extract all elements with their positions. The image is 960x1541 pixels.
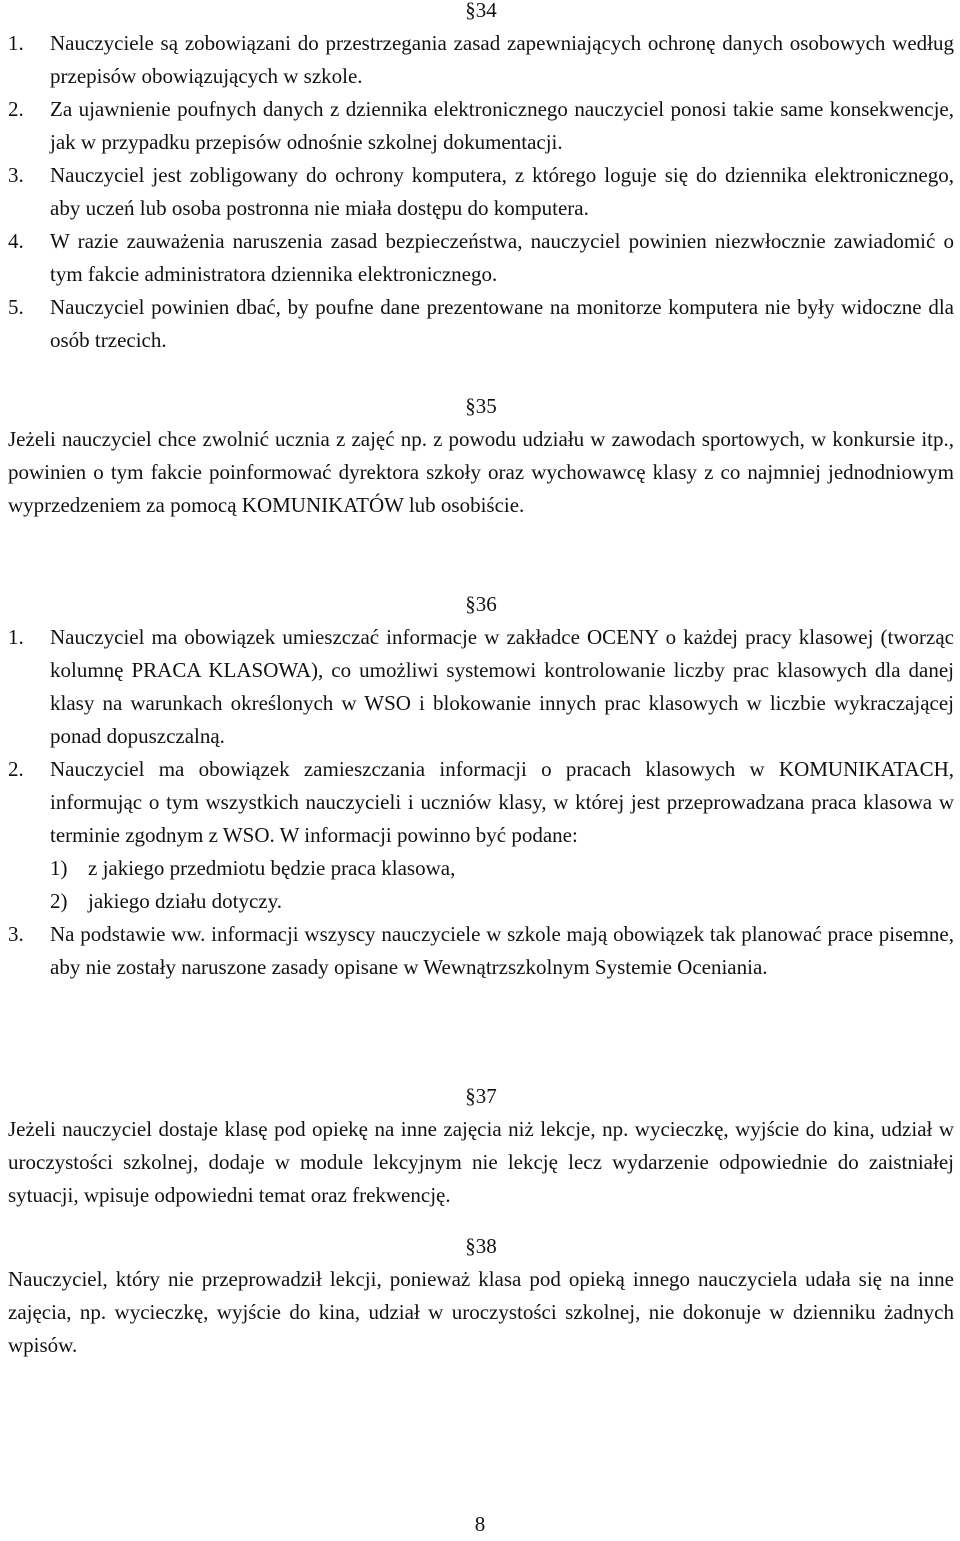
item-text: Nauczyciel powinien dbać, by poufne dane prezentowane na monitorze komputera nie były widoczne dla osób trzecich. bbox=[50, 295, 954, 352]
section-36 bbox=[8, 588, 954, 984]
item-number: 5. bbox=[8, 295, 24, 319]
list-item bbox=[8, 753, 954, 852]
list-item bbox=[8, 27, 954, 93]
section-heading: §38 bbox=[465, 1234, 497, 1258]
sub-item-number: 1) bbox=[50, 856, 68, 880]
list-item bbox=[8, 93, 954, 159]
item-number: 2. bbox=[8, 97, 24, 121]
item-number: 1. bbox=[8, 31, 24, 55]
section-38 bbox=[8, 1230, 954, 1362]
sub-list-item bbox=[50, 852, 954, 885]
list-item bbox=[8, 159, 954, 225]
item-text: Nauczyciel ma obowiązek zamieszczania informacji o pracach klasowych w KOMUNIKATACH, informując o tym wszystkich nauczycieli i uczniów klasy, w której jest przeprowadzana praca klasowa w terminie zgodnym z WSO. W informacji powinno być podane: bbox=[50, 757, 954, 847]
paragraph: Jeżeli nauczyciel dostaje klasę pod opiekę na inne zajęcia niż lekcje, np. wycieczkę, wyjście do kina, udział w uroczystości szkolnej, dodaje w module lekcyjnym nie lekcję lecz wydarzenie odpowiednie do zaistniałej sytuacji, wpisuje odpowiedni temat oraz frekwencję. bbox=[8, 1117, 954, 1207]
section-37 bbox=[8, 1080, 954, 1212]
paragraph: Nauczyciel, który nie przeprowadził lekcji, ponieważ klasa pod opieką innego nauczyciela udała się na inne zajęcia, np. wycieczkę, wyjście do kina, udział w uroczystości szkolnej, nie dokonuje w dzienniku żadnych wpisów. bbox=[8, 1267, 954, 1357]
sub-item-text: z jakiego przedmiotu będzie praca klasowa, bbox=[88, 856, 456, 880]
list-item bbox=[8, 291, 954, 357]
item-text: W razie zauważenia naruszenia zasad bezpieczeństwa, nauczyciel powinien niezwłocznie zawiadomić o tym fakcie administratora dziennika elektronicznego. bbox=[50, 229, 954, 286]
item-text: Nauczyciele są zobowiązani do przestrzegania zasad zapewniających ochronę danych osobowych według przepisów obowiązujących w szkole. bbox=[50, 31, 954, 88]
paragraph: Jeżeli nauczyciel chce zwolnić ucznia z zajęć np. z powodu udziału w zawodach sportowych, w konkursie itp., powinien o tym fakcie poinformować dyrektora szkoły oraz wychowawcę klasy z co najmniej jednodniowym wyprzedzeniem za pomocą KOMUNIKATÓW lub osobiście. bbox=[8, 427, 954, 517]
section-heading: §36 bbox=[465, 592, 497, 616]
item-number: 3. bbox=[8, 922, 24, 946]
section-heading: §37 bbox=[465, 1084, 497, 1108]
sub-list-item bbox=[50, 885, 954, 918]
sub-item-text: jakiego działu dotyczy. bbox=[88, 889, 282, 913]
item-number: 2. bbox=[8, 757, 24, 781]
item-text: Nauczyciel jest zobligowany do ochrony komputera, z którego loguje się do dziennika elektronicznego, aby uczeń lub osoba postronna nie miała dostępu do komputera. bbox=[50, 163, 954, 220]
item-number: 1. bbox=[8, 625, 24, 649]
list-item bbox=[8, 225, 954, 291]
item-number: 3. bbox=[8, 163, 24, 187]
item-text: Na podstawie ww. informacji wszyscy nauczyciele w szkole mają obowiązek tak planować prace pisemne, aby nie zostały naruszone zasady opisane w Wewnątrzszkolnym Systemie Oceniania. bbox=[50, 922, 954, 979]
item-text: Nauczyciel ma obowiązek umieszczać informacje w zakładce OCENY o każdej pracy klasowej (tworząc kolumnę PRACA KLASOWA), co umożliwi systemowi kontrolowanie liczby prac klasowych dla danej klasy na warunkach określonych w WSO i blokowanie innych prac klasowych w liczbie wykraczającej ponad dopuszczalną. bbox=[50, 625, 954, 748]
section-heading: §34 bbox=[465, 0, 497, 22]
list-item bbox=[8, 621, 954, 753]
sub-item-number: 2) bbox=[50, 889, 68, 913]
item-text: Za ujawnienie poufnych danych z dziennika elektronicznego nauczyciel ponosi takie same konsekwencje, jak w przypadku przepisów odnośnie szkolnej dokumentacji. bbox=[50, 97, 954, 154]
page-number: 8 bbox=[474, 1512, 486, 1536]
item-number: 4. bbox=[8, 229, 24, 253]
section-35 bbox=[8, 390, 954, 522]
section-34 bbox=[8, 0, 954, 357]
section-heading: §35 bbox=[465, 394, 497, 418]
list-item bbox=[8, 918, 954, 984]
